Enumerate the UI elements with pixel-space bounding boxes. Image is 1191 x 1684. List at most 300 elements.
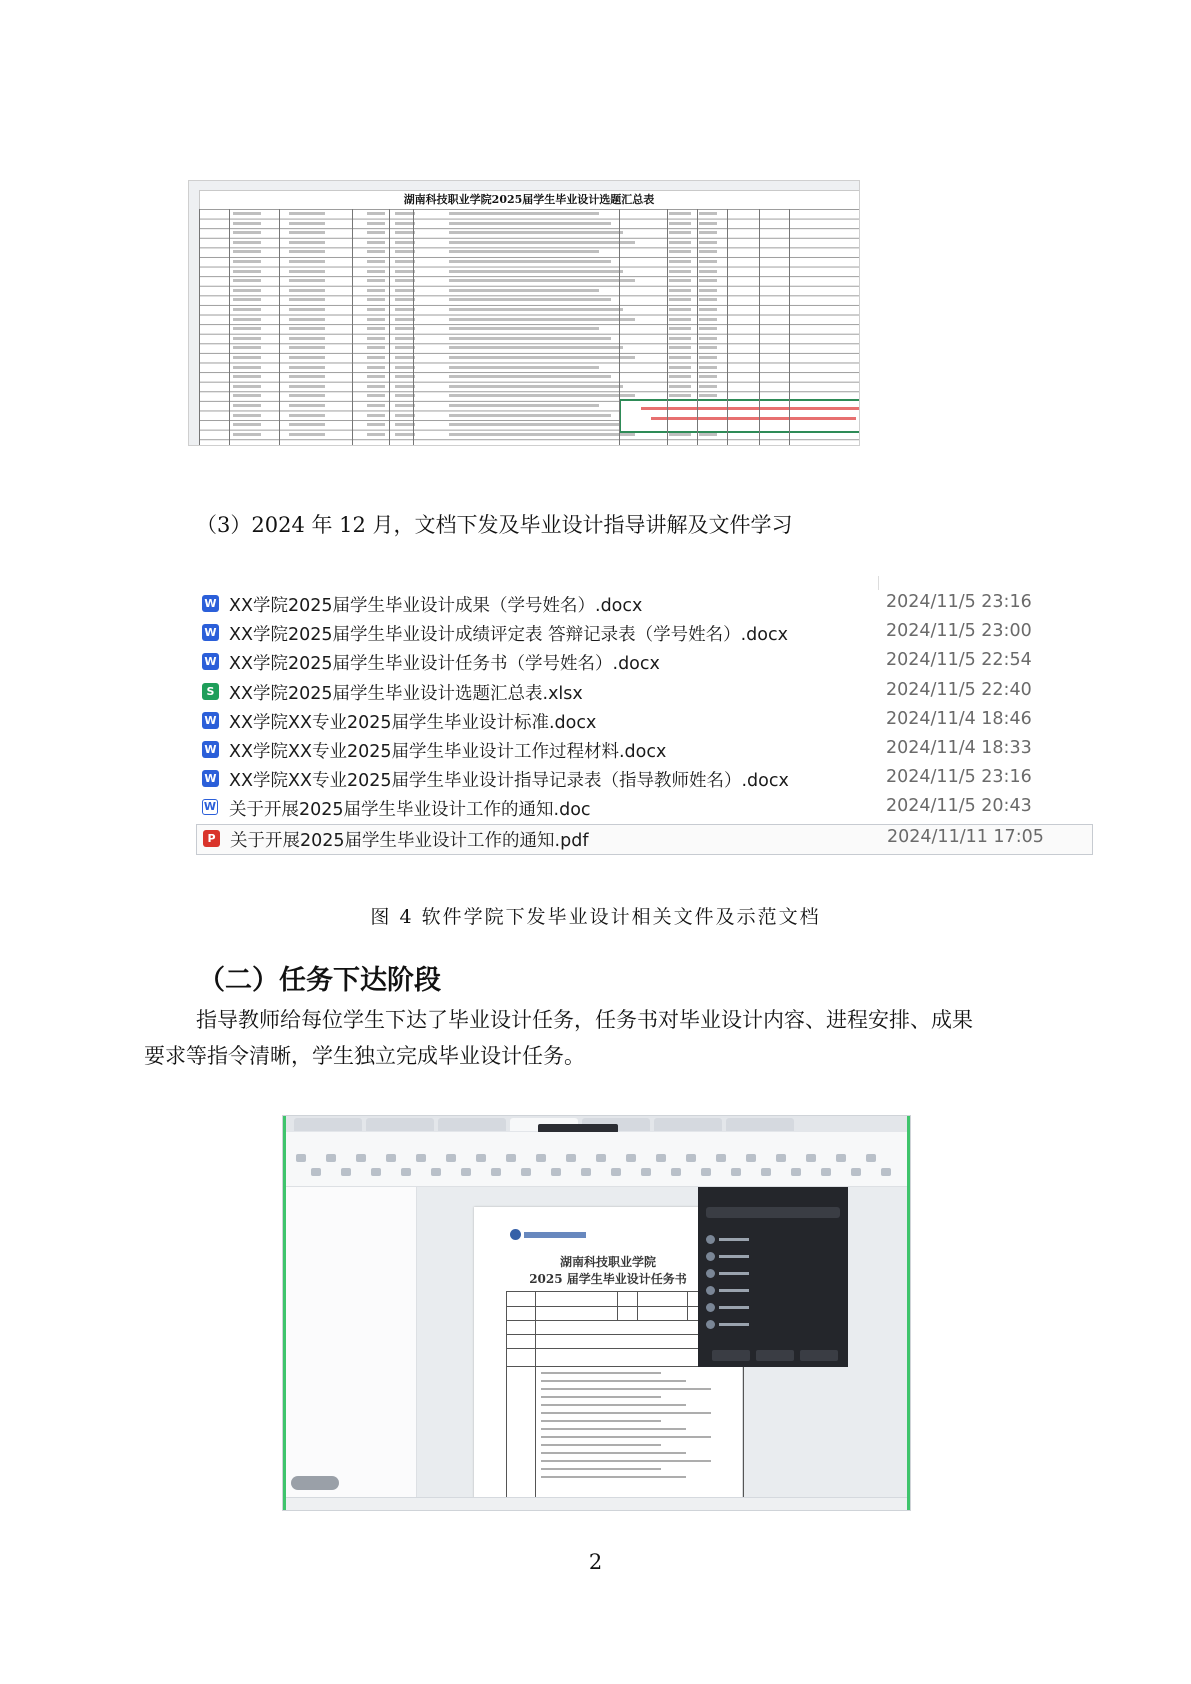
cell-text — [289, 318, 325, 321]
cell-text — [233, 366, 261, 369]
page-number: 2 — [588, 1550, 603, 1574]
cell-text — [233, 289, 261, 292]
toolbar-icon — [626, 1154, 636, 1162]
cell-text — [289, 250, 325, 253]
file-name: XX学院XX专业2025届学生毕业设计工作过程材料.docx — [229, 742, 667, 762]
participant-name — [719, 1238, 749, 1241]
cell-text — [289, 327, 325, 330]
toolbar-icon — [731, 1168, 741, 1176]
cell-text — [669, 289, 691, 292]
toolbar-icon — [716, 1154, 726, 1162]
toolbar-icon — [431, 1168, 441, 1176]
grid-column-line — [697, 209, 698, 445]
cell-text — [289, 423, 325, 426]
panel-button — [756, 1350, 794, 1361]
cell-text — [669, 366, 691, 369]
toolbar-icon — [566, 1154, 576, 1162]
cell-text — [395, 366, 415, 369]
cell-text — [289, 375, 325, 378]
toolbar-icon — [446, 1154, 456, 1162]
file-modified-date: 2024/11/5 20:43 — [886, 796, 1032, 817]
toolbar-icon — [356, 1154, 366, 1162]
cell-text — [669, 212, 691, 215]
cell-text — [367, 433, 385, 436]
paragraph-line-1: 指导教师给每位学生下达了毕业设计任务，任务书对毕业设计内容、进程安排、成果 — [196, 1008, 973, 1032]
cell-text — [233, 375, 261, 378]
section-heading: （二）任务下达阶段 — [198, 965, 441, 996]
table-rule — [637, 1292, 638, 1320]
cell-text — [233, 414, 261, 417]
grid-column-line — [667, 209, 668, 445]
cell-text — [449, 279, 635, 282]
cell-text — [449, 385, 623, 388]
table-text — [541, 1468, 661, 1470]
cell-text — [699, 327, 717, 330]
highlighted-cell-text — [651, 417, 856, 420]
app-tab — [294, 1118, 362, 1131]
file-modified-date: 2024/11/5 23:16 — [886, 592, 1032, 612]
cell-text — [367, 375, 385, 378]
cell-text — [289, 298, 325, 301]
cell-text — [449, 260, 611, 263]
cell-text — [289, 241, 325, 244]
cell-text — [395, 433, 415, 436]
cell-text — [669, 270, 691, 273]
document-school-name: 湖南科技职业学院 — [559, 1255, 656, 1269]
toolbar-icon — [476, 1154, 486, 1162]
cell-text — [233, 318, 261, 321]
cell-text — [289, 414, 325, 417]
cell-text — [395, 375, 415, 378]
cell-text — [699, 366, 717, 369]
navigation-pane — [286, 1187, 417, 1498]
cell-text — [699, 375, 717, 378]
cell-text — [669, 337, 691, 340]
file-row[interactable] — [196, 590, 1091, 619]
toolbar-icon — [461, 1168, 471, 1176]
cell-text — [699, 385, 717, 388]
cell-text — [395, 270, 415, 273]
toolbar-icon — [701, 1168, 711, 1176]
file-modified-date: 2024/11/11 17:05 — [887, 826, 1044, 847]
toolbar-icon — [506, 1154, 516, 1162]
cell-text — [449, 375, 611, 378]
cell-text — [449, 298, 611, 301]
cell-text — [395, 289, 415, 292]
app-tab — [366, 1118, 434, 1131]
cell-text — [699, 337, 717, 340]
cell-text — [449, 414, 611, 417]
cell-text — [233, 327, 261, 330]
file-name: XX学院2025届学生毕业设计任务书（学号姓名）.docx — [229, 654, 660, 675]
cell-text — [289, 260, 325, 263]
cell-text — [233, 308, 261, 311]
cell-text — [395, 318, 415, 321]
cell-text — [699, 318, 717, 321]
cell-text — [449, 327, 599, 330]
grid-column-line — [279, 209, 280, 445]
file-row[interactable] — [196, 678, 1091, 707]
toolbar-icon — [761, 1168, 771, 1176]
cell-text — [395, 414, 415, 417]
toolbar-icon — [806, 1154, 816, 1162]
cell-text — [395, 356, 415, 359]
cell-text — [367, 346, 385, 349]
word-doc-icon: W — [202, 624, 219, 641]
nav-pill-button — [291, 1476, 339, 1490]
toolbar-icon — [296, 1154, 306, 1162]
file-name: XX学院2025届学生毕业设计成果（学号姓名）.docx — [229, 596, 643, 616]
cell-text — [669, 241, 691, 244]
toolbar-icon — [536, 1154, 546, 1162]
cell-text — [699, 356, 717, 359]
cell-text — [395, 394, 415, 397]
file-list — [196, 590, 1091, 858]
grid-column-line — [199, 209, 200, 445]
table-text — [541, 1444, 661, 1446]
cell-text — [233, 270, 261, 273]
table-text — [541, 1388, 711, 1390]
participant-name — [719, 1323, 749, 1326]
cell-text — [233, 433, 261, 436]
menu-bar — [286, 1132, 907, 1147]
cell-text — [699, 260, 717, 263]
toolbar-icon — [491, 1168, 501, 1176]
share-border-right — [907, 1116, 910, 1510]
column-header-bar — [189, 181, 859, 191]
participant-avatar — [706, 1303, 715, 1312]
file-row[interactable] — [196, 648, 1091, 677]
cell-text — [669, 433, 691, 436]
word-doc-icon: W — [202, 741, 219, 758]
cell-text — [289, 394, 325, 397]
file-modified-date: 2024/11/5 22:54 — [886, 650, 1032, 671]
cell-text — [233, 231, 261, 234]
cell-text — [669, 298, 691, 301]
participant-search — [706, 1207, 840, 1218]
cell-text — [669, 308, 691, 311]
cell-text — [233, 222, 261, 225]
cell-text — [669, 356, 691, 359]
cell-text — [699, 394, 717, 397]
cell-text — [449, 289, 599, 292]
cell-text — [395, 260, 415, 263]
app-tab — [726, 1118, 794, 1131]
cell-text — [699, 222, 717, 225]
app-tab — [438, 1118, 506, 1131]
cell-text — [233, 212, 261, 215]
toolbar-icon — [416, 1154, 426, 1162]
cell-text — [289, 289, 325, 292]
cell-text — [367, 366, 385, 369]
toolbar-icon — [881, 1168, 891, 1176]
grid-column-line — [229, 209, 230, 445]
cell-text — [289, 337, 325, 340]
table-text — [541, 1372, 661, 1374]
cell-text — [289, 308, 325, 311]
file-name: 关于开展2025届学生毕业设计工作的通知.pdf — [230, 830, 589, 851]
toolbar-icon — [641, 1168, 651, 1176]
cell-text — [669, 327, 691, 330]
cell-text — [367, 279, 385, 282]
table-text — [541, 1460, 711, 1462]
toolbar-icon — [581, 1168, 591, 1176]
toolbar-icon — [656, 1154, 666, 1162]
file-name: 关于开展2025届学生毕业设计工作的通知.doc — [229, 800, 591, 821]
cell-text — [367, 423, 385, 426]
cell-text — [367, 318, 385, 321]
cell-text — [395, 241, 415, 244]
cell-text — [449, 212, 599, 215]
cell-text — [233, 394, 261, 397]
toolbar-icon — [686, 1154, 696, 1162]
meeting-participants-panel — [698, 1187, 848, 1367]
toolbar-icon — [521, 1168, 531, 1176]
cell-text — [233, 260, 261, 263]
toolbar-icon — [596, 1154, 606, 1162]
file-name: XX学院2025届学生毕业设计选题汇总表.xlsx — [229, 683, 583, 704]
file-name: XX学院XX专业2025届学生毕业设计指导记录表（指导教师姓名）.docx — [229, 771, 789, 792]
toolbar-icon — [821, 1168, 831, 1176]
cell-text — [449, 394, 635, 397]
cell-text — [699, 298, 717, 301]
toolbar-icon — [326, 1154, 336, 1162]
cell-text — [233, 423, 261, 426]
cell-text — [289, 231, 325, 234]
toolbar-icon — [371, 1168, 381, 1176]
cell-text — [233, 404, 261, 407]
cell-text — [367, 260, 385, 263]
cell-text — [367, 327, 385, 330]
file-row[interactable] — [196, 736, 1091, 765]
grid-column-line — [619, 209, 620, 445]
cell-text — [233, 298, 261, 301]
toolbar-icon — [836, 1154, 846, 1162]
cell-text — [449, 423, 623, 426]
participant-name — [719, 1306, 749, 1309]
file-row[interactable] — [196, 794, 1091, 823]
cell-text — [289, 346, 325, 349]
cell-text — [289, 366, 325, 369]
table-rule — [617, 1292, 618, 1320]
file-modified-date: 2024/11/4 18:46 — [886, 708, 1032, 729]
cell-text — [699, 346, 717, 349]
cell-text — [367, 270, 385, 273]
toolbar-icon — [551, 1168, 561, 1176]
panel-button — [712, 1350, 750, 1361]
file-row[interactable] — [196, 824, 1093, 855]
cell-text — [367, 404, 385, 407]
step-3-text: （3）2024 年 12 月，文档下发及毕业设计指导讲解及文件学习 — [196, 513, 793, 537]
toolbar-icon — [386, 1154, 396, 1162]
school-logo — [510, 1229, 590, 1241]
cell-text — [395, 337, 415, 340]
word-doc-icon: W — [202, 595, 219, 612]
cell-text — [669, 346, 691, 349]
cell-text — [449, 356, 635, 359]
cell-text — [233, 356, 261, 359]
file-name: XX学院2025届学生毕业设计成绩评定表 答辩记录表（学号姓名）.docx — [229, 625, 788, 646]
cell-text — [289, 212, 325, 215]
cell-text — [669, 250, 691, 253]
cell-text — [699, 279, 717, 282]
cell-text — [395, 385, 415, 388]
toolbar-icon — [341, 1168, 351, 1176]
cell-text — [395, 250, 415, 253]
file-row[interactable] — [196, 765, 1091, 794]
file-row[interactable] — [196, 707, 1091, 736]
cell-text — [395, 404, 415, 407]
toolbar-icon — [851, 1168, 861, 1176]
cell-text — [233, 337, 261, 340]
cell-text — [669, 222, 691, 225]
cell-text — [367, 298, 385, 301]
participant-avatar — [706, 1269, 715, 1278]
panel-button — [800, 1350, 838, 1361]
toolbar-icon — [776, 1154, 786, 1162]
table-text — [541, 1476, 686, 1478]
cell-text — [289, 385, 325, 388]
cell-text — [395, 327, 415, 330]
cell-text — [699, 270, 717, 273]
cell-text — [669, 231, 691, 234]
cell-text — [449, 337, 611, 340]
word-doc-icon: W — [202, 712, 219, 729]
cell-text — [669, 318, 691, 321]
cell-text — [367, 289, 385, 292]
toolbar-icon — [866, 1154, 876, 1162]
participant-name — [719, 1255, 749, 1258]
cell-text — [449, 404, 599, 407]
selected-cell-highlight — [619, 399, 860, 433]
table-rule — [687, 1292, 688, 1320]
cell-text — [395, 423, 415, 426]
spreadsheet-title: 湖南科技职业学院2025届学生毕业设计选题汇总表 — [403, 193, 655, 206]
word-legacy-doc-icon: W — [203, 800, 217, 814]
share-border-left — [283, 1116, 286, 1510]
cell-text — [367, 241, 385, 244]
table-text — [541, 1420, 661, 1422]
cell-text — [669, 260, 691, 263]
cell-text — [367, 250, 385, 253]
status-bar — [286, 1497, 907, 1510]
cell-text — [449, 308, 623, 311]
file-modified-date: 2024/11/5 22:40 — [886, 679, 1032, 700]
grid-column-line — [759, 209, 760, 445]
spreadsheet-screenshot — [188, 180, 860, 446]
cell-text — [289, 404, 325, 407]
ribbon-toolbar — [286, 1146, 907, 1187]
cell-text — [449, 270, 623, 273]
table-text — [541, 1436, 711, 1438]
cell-text — [699, 241, 717, 244]
cell-text — [395, 298, 415, 301]
figure-caption: 图 4 软件学院下发毕业设计相关文件及示范文档 — [370, 906, 821, 928]
toolbar-icon — [311, 1168, 321, 1176]
cell-text — [367, 231, 385, 234]
cell-text — [289, 270, 325, 273]
cell-text — [367, 308, 385, 311]
table-text — [541, 1396, 661, 1398]
wps-editor-screenshot — [282, 1115, 911, 1511]
cell-text — [449, 433, 635, 436]
participant-avatar — [706, 1252, 715, 1261]
cell-text — [699, 308, 717, 311]
cell-text — [669, 394, 691, 397]
cell-text — [289, 433, 325, 436]
cell-text — [233, 241, 261, 244]
cell-text — [699, 433, 717, 436]
cell-text — [449, 318, 635, 321]
cell-text — [395, 308, 415, 311]
cell-text — [449, 346, 623, 349]
paragraph-line-2: 要求等指令清晰，学生独立完成毕业设计任务。 — [144, 1044, 585, 1068]
file-modified-date: 2024/11/5 23:00 — [886, 621, 1032, 642]
highlighted-cell-text — [641, 407, 860, 410]
grid-column-line — [789, 209, 790, 445]
toolbar-icon — [746, 1154, 756, 1162]
table-text — [541, 1380, 686, 1382]
cell-text — [699, 231, 717, 234]
cell-text — [395, 212, 415, 215]
cell-text — [233, 250, 261, 253]
cell-text — [395, 346, 415, 349]
cell-text — [449, 222, 611, 225]
toolbar-icon — [671, 1168, 681, 1176]
cell-text — [289, 279, 325, 282]
toolbar-icon — [611, 1168, 621, 1176]
cell-text — [367, 385, 385, 388]
cell-text — [233, 385, 261, 388]
toolbar-icon — [791, 1168, 801, 1176]
cell-text — [395, 279, 415, 282]
table-text — [541, 1452, 686, 1454]
file-modified-date: 2024/11/4 18:33 — [886, 738, 1032, 758]
file-modified-date: 2024/11/5 23:16 — [886, 767, 1032, 788]
participant-name — [719, 1289, 749, 1292]
cell-text — [699, 250, 717, 253]
document-title: 2025 届学生毕业设计任务书 — [529, 1272, 687, 1286]
cell-text — [367, 337, 385, 340]
word-doc-icon: W — [202, 770, 219, 787]
file-row[interactable] — [196, 619, 1091, 648]
table-text — [541, 1412, 711, 1414]
spreadsheet-icon: S — [202, 683, 219, 700]
cell-text — [699, 289, 717, 292]
participant-avatar — [706, 1286, 715, 1295]
grid-column-line — [413, 209, 414, 445]
cell-text — [395, 222, 415, 225]
cell-text — [367, 414, 385, 417]
cell-text — [367, 222, 385, 225]
cell-text — [699, 212, 717, 215]
word-doc-icon: W — [202, 653, 219, 670]
cell-text — [233, 279, 261, 282]
cell-text — [289, 356, 325, 359]
cell-text — [367, 394, 385, 397]
column-divider — [878, 576, 879, 590]
participant-name — [719, 1272, 749, 1275]
cell-text — [449, 241, 635, 244]
pdf-icon: P — [203, 830, 220, 847]
participant-avatar — [706, 1320, 715, 1329]
cell-text — [449, 366, 599, 369]
cell-text — [449, 231, 623, 234]
app-tab — [654, 1118, 722, 1131]
table-text — [541, 1404, 686, 1406]
grid-column-line — [352, 209, 353, 445]
cell-text — [395, 231, 415, 234]
